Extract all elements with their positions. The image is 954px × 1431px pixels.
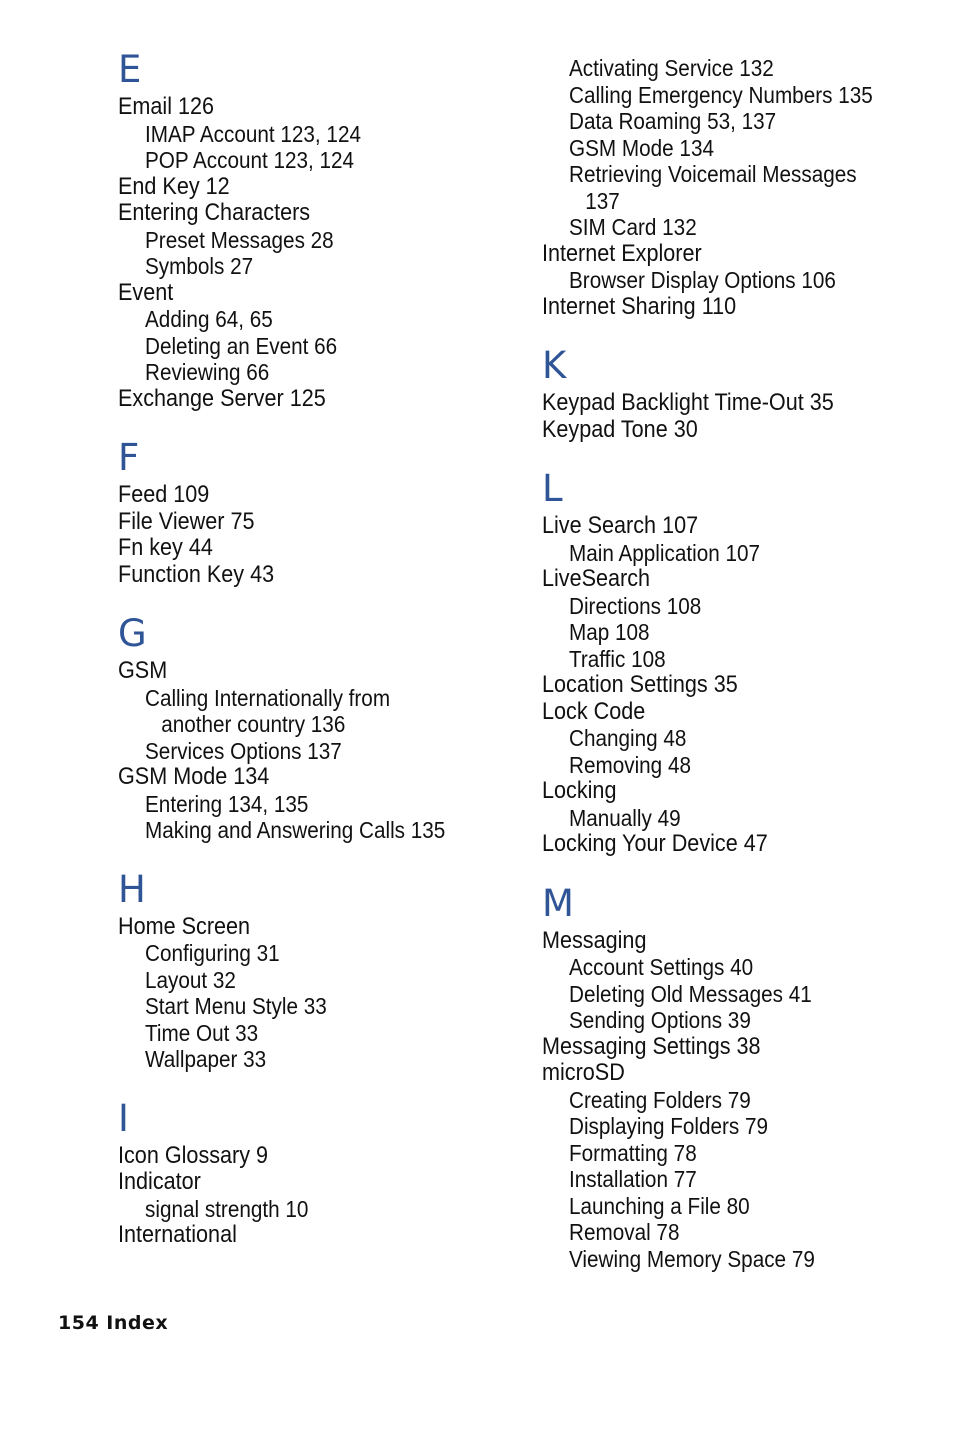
index-entry: End Key 12	[118, 172, 230, 200]
index-subentry: Formatting 78	[569, 1139, 697, 1166]
index-subentry: Main Application 107	[569, 539, 761, 566]
index-entry: Locking Your Device 47	[542, 830, 768, 857]
index-entry: Messaging Settings 38	[542, 1032, 761, 1060]
index-subentry: Retrieving Voicemail Messages	[569, 161, 857, 187]
index-entry: Home Screen	[118, 912, 251, 940]
index-subentry: Traffic 108	[569, 645, 666, 672]
index-subentry-continued: another country 136	[161, 711, 346, 737]
index-entry: Keypad Tone 30	[542, 415, 698, 443]
index-subentry: Making and Answering Calls 135	[145, 817, 446, 843]
index-entry: LiveSearch	[542, 565, 651, 592]
index-entry: Exchange Server 125	[118, 384, 326, 412]
index-subentry: Removing 48	[569, 751, 691, 778]
index-subentry: Configuring 31	[145, 940, 280, 966]
index-entry: Fn key 44	[118, 534, 213, 561]
index-subentry: Preset Messages 28	[145, 226, 334, 253]
section-letter-f: F	[118, 436, 140, 479]
index-entry: Keypad Backlight Time-Out 35	[542, 389, 834, 416]
index-subentry: Entering 134, 135	[145, 790, 309, 817]
index-subentry: Adding 64, 65	[145, 306, 273, 332]
section-letter-h: H	[118, 867, 146, 911]
index-subentry: Manually 49	[569, 804, 681, 831]
index-entry: GSM Mode 134	[118, 763, 270, 790]
index-subentry: Activating Service 132	[569, 55, 774, 81]
index-subentry: Account Settings 40	[569, 954, 754, 980]
index-subentry: Installation 77	[569, 1166, 697, 1192]
index-subentry: SIM Card 132	[569, 214, 697, 240]
index-subentry: Wallpaper 33	[145, 1046, 267, 1072]
section-letter-g: G	[118, 612, 147, 655]
index-subentry: Directions 108	[569, 592, 702, 619]
index-subentry: GSM Mode 134	[569, 134, 714, 161]
index-subentry: Calling Internationally from	[145, 684, 391, 711]
index-subentry: Viewing Memory Space 79	[569, 1245, 815, 1272]
index-subentry: signal strength 10	[145, 1195, 309, 1222]
index-entry: Email 126	[118, 93, 215, 120]
index-entry: Icon Glossary 9	[118, 1141, 269, 1169]
index-subentry: Removal 78	[569, 1219, 680, 1245]
index-entry: Internet Explorer	[542, 239, 702, 267]
index-subentry: POP Account 123, 124	[145, 147, 355, 173]
index-entry: Messaging	[542, 926, 647, 954]
section-letter-i: I	[118, 1096, 129, 1140]
index-subentry: Time Out 33	[145, 1019, 259, 1046]
index-subentry: Calling Emergency Numbers 135	[569, 81, 873, 108]
index-entry: Lock Code	[542, 697, 646, 725]
index-subentry: Launching a File 80	[569, 1192, 750, 1219]
index-entry: International	[118, 1221, 237, 1248]
section-letter-l: L	[542, 467, 563, 510]
index-subentry: Sending Options 39	[569, 1007, 751, 1033]
index-subentry: Creating Folders 79	[569, 1086, 751, 1113]
index-subentry: Layout 32	[145, 966, 236, 993]
index-entry: Live Search 107	[542, 512, 699, 539]
index-entry: Function Key 43	[118, 560, 275, 588]
index-subentry: Browser Display Options 106	[569, 267, 836, 293]
index-entry: Locking	[542, 777, 617, 804]
index-subentry: Symbols 27	[145, 253, 254, 279]
index-subentry: Start Menu Style 33	[145, 993, 327, 1019]
index-subentry: Services Options 137	[145, 737, 342, 764]
index-entry: File Viewer 75	[118, 507, 255, 535]
index-subentry: Deleting an Event 66	[145, 332, 338, 359]
left-column	[118, 46, 518, 1249]
index-subentry-continued: 137	[585, 187, 620, 214]
section-letter-k: K	[542, 344, 567, 387]
page-footer: 154 Index	[58, 1312, 169, 1334]
section-letter-e: E	[118, 48, 142, 91]
index-entry: Event	[118, 278, 174, 306]
index-entry: microSD	[542, 1059, 625, 1086]
index-subentry: Displaying Folders 79	[569, 1113, 769, 1139]
index-subentry: Data Roaming 53, 137	[569, 108, 777, 134]
index-entry: Feed 109	[118, 481, 210, 508]
index-subentry: IMAP Account 123, 124	[145, 120, 361, 147]
index-subentry: Deleting Old Messages 41	[569, 980, 812, 1007]
index-entry: Entering Characters	[118, 199, 311, 226]
right-column	[542, 55, 942, 1272]
index-entry: Internet Sharing 110	[542, 292, 737, 320]
index-entry: Location Settings 35	[542, 671, 738, 698]
index-subentry: Changing 48	[569, 725, 687, 751]
section-letter-m: M	[542, 881, 574, 925]
index-subentry: Reviewing 66	[145, 359, 270, 385]
index-entry: GSM	[118, 657, 168, 684]
index-entry: Indicator	[118, 1168, 201, 1195]
index-subentry: Map 108	[569, 619, 650, 645]
